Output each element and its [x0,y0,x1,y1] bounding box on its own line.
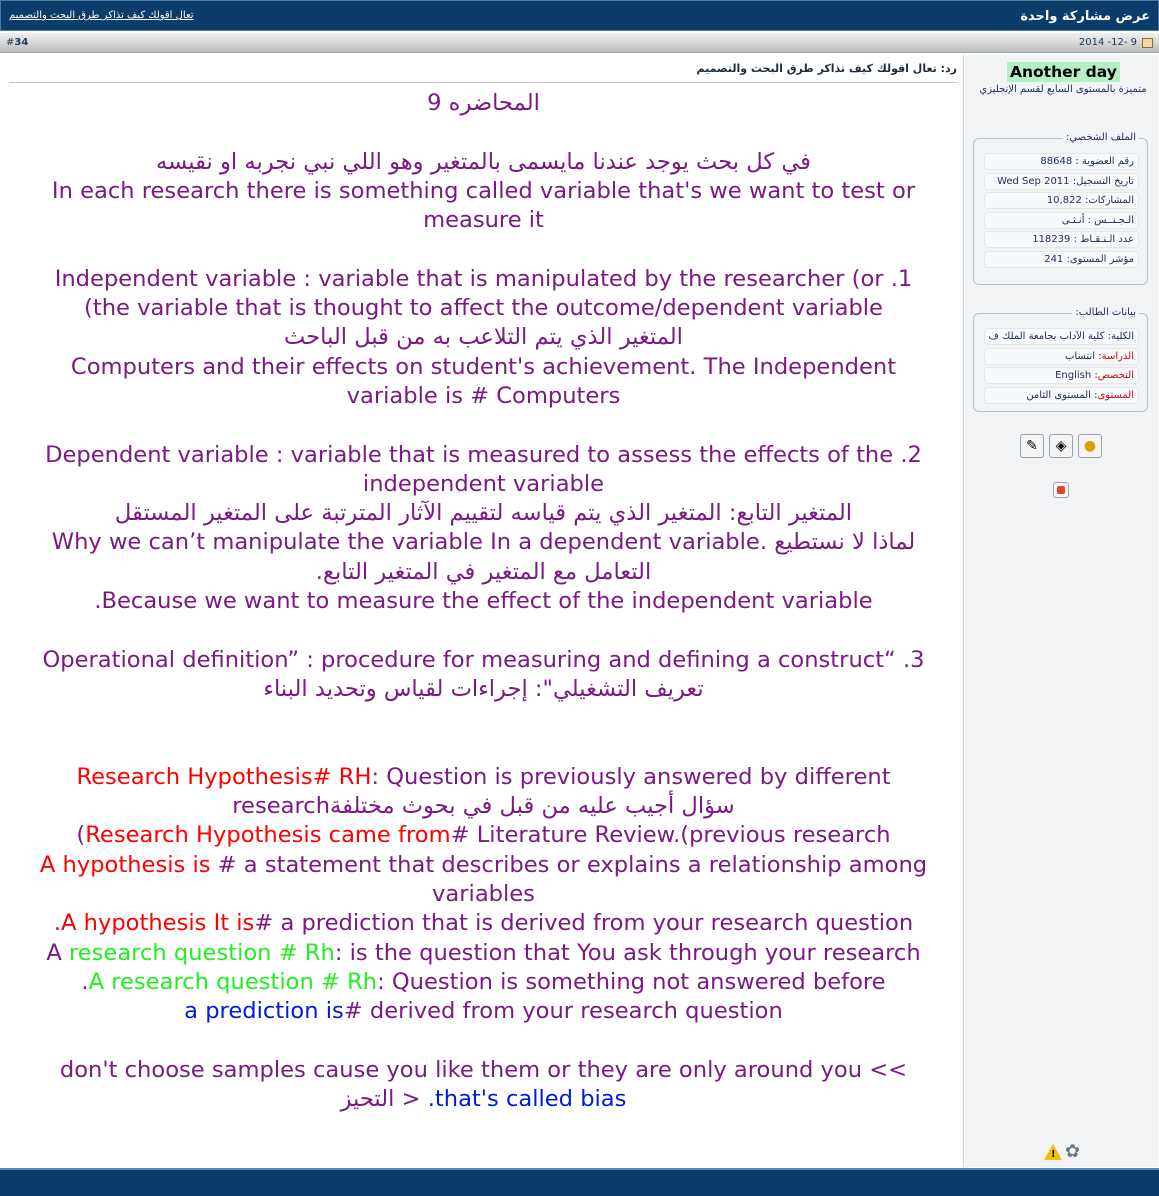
post-text-segment: # Literature Review.(previous research [450,822,891,849]
profile-row [984,251,1139,268]
post-text-segment: ( [76,822,86,849]
post-text-segment: A hypothesis It is [61,910,255,937]
post-line [9,909,958,938]
row-label: المستوى [1097,389,1134,401]
row-value: أنـثـى [1061,214,1085,226]
post-line [9,704,958,733]
profile-row [984,153,1139,170]
post-text-segment: : Question is previously answered by different [371,763,891,790]
warning-mark: ! [1051,1149,1056,1160]
post-icon [1142,38,1153,48]
user-sidebar [965,55,1158,1167]
post-line [9,646,958,675]
row-label: الدراسة [1101,350,1134,362]
post-divider [9,82,957,83]
post-text-segment: # a statement that describes or explains a relationship among [210,851,928,878]
row-value: English [1055,370,1092,381]
stop-badge-icon[interactable] [1053,482,1069,498]
post-line [9,235,958,264]
row-separator: : [1090,389,1098,401]
post-line [9,558,958,587]
post-line [9,587,958,616]
thread-link[interactable]: تعال اقولك كيف تذاكر طرق البحث والتصميم [9,10,194,21]
post-text-segment: .that's called bias [427,1086,627,1113]
post-line [9,851,958,880]
post-text-segment: A [46,939,69,966]
post-line [9,616,958,645]
profile-row [984,173,1139,190]
post-line [9,1085,958,1114]
post-text-segment: . [81,968,89,995]
header-bar [0,0,1159,31]
post-text-segment: Dependent variable : variable that is measured to assess the effects of the .2 [45,441,922,468]
post-number: 34 [14,37,29,48]
row-separator: : [1069,175,1077,187]
post-line [9,528,958,557]
post-text-segment: measure it [423,207,544,234]
post-line [9,821,958,850]
post-text-segment: تعريف التشغيلي": إجراءات لقياس وتحديد البناء [263,675,704,702]
post-line [9,177,958,206]
eraser-icon[interactable]: ◈ [1049,434,1073,458]
post-text-segment: variable is # Computers [346,382,621,409]
row-label: المشاركات [1088,195,1134,206]
profile-row [984,328,1139,345]
post-text-segment: المتغير التابع: المتغير الذي يتم قياسه لتقييم الآثار المترتبة على المتغير المستقل [114,500,853,527]
post-line [9,323,958,352]
student-legend: بيانات الطالب: [1072,307,1139,318]
post-line [9,382,958,411]
row-value: المستوى الثامن [1026,389,1091,401]
post-line [9,89,958,118]
post-content [3,55,964,1167]
row-label: عدد الـنـقـاط [1080,234,1134,245]
profile-row [984,192,1139,209]
post-meta-bar [0,33,1159,53]
row-separator: : [1070,234,1081,245]
post-text-segment: variables [432,881,535,908]
profile-row [984,231,1139,248]
post-line [9,353,958,382]
profile-legend: الملف الشخصي: [1063,132,1139,143]
post-text-segment: don't choose samples cause you like them or they are only around you << [59,1056,908,1083]
post-text-segment: التحيز > [340,1086,428,1113]
row-separator: : [1095,350,1102,362]
username[interactable]: Another day [1007,62,1120,82]
post-text-segment: .Because we want to measure the effect of the independent variable [94,588,873,615]
post-line [9,294,958,323]
post-line [9,968,958,997]
post-text-segment: researchسؤال أجيب عليه من قبل في بحوث مختلفة [232,793,735,820]
student-fieldset [973,307,1148,412]
post-number-link[interactable] [6,37,28,48]
post-line [9,792,958,821]
post-line [9,1056,958,1085]
post-text-segment: Why we can’t manipulate the variable In a dependent variable. لماذا لا نستطيع [51,529,916,556]
post-text-segment: A research question # Rh [88,968,378,995]
row-value: انتساب [1065,350,1096,362]
profile-row [984,387,1139,404]
post-line [9,1027,958,1056]
row-separator: : [1091,370,1098,381]
post-line [9,118,958,147]
post-line [9,675,958,704]
footer-bar [0,1168,1159,1196]
post-text-segment: independent variable [362,470,605,497]
post-line [9,441,958,470]
post-text-segment: المحاضره 9 [427,90,540,116]
post-text-segment: في كل بحث يوجد عندنا مايسمى بالمتغير وهو اللي نبي نجربه او نقيسه [156,148,811,175]
post-text-segment: . [53,910,61,937]
post-title: رد: تعال اقولك كيف تذاكر طرق البحث والتصميم [696,62,957,75]
post-line [9,734,958,763]
post-line [9,499,958,528]
post-line [9,148,958,177]
post-text-segment: # a prediction that is derived from your research question [254,910,914,937]
page-title: عرض مشاركة واحدة [1020,9,1150,24]
row-separator: : [1104,331,1111,342]
post-line [9,763,958,792]
post-text-segment: A hypothesis is [39,851,211,878]
row-separator: : [1072,156,1082,167]
post-date: 2014 -12- 9 [1078,37,1137,48]
row-value: 88648 [1040,156,1073,167]
post-text-segment: : is the question that You ask through your research [334,939,921,966]
post-text-segment: المتغير الذي يتم التلاعب به من قبل الباحث [284,324,683,351]
user-title: متميزة بالمستوى السابع لقسم الإنجليزي [979,84,1147,95]
profile-fieldset [973,132,1148,285]
post-text-segment: التعامل مع المتغير في المتغير التابع. [315,558,652,585]
post-number-prefix: # [6,37,15,48]
post-text-segment: In each research there is something called variable that's we want to test or [51,177,916,204]
row-separator: : [1084,214,1095,226]
row-separator: : [1081,195,1089,206]
post-line [9,470,958,499]
post-line [9,997,958,1026]
row-label: الـجـنــس [1094,214,1134,226]
row-value: Wed Sep 2011 [997,175,1070,187]
post-text-segment: (the variable that is thought to affect the outcome/dependent variable [84,295,883,322]
post-line [9,880,958,909]
post-body [9,89,958,1114]
row-label: رقم العضوية [1081,156,1134,167]
row-value: 10,822 [1046,195,1082,206]
post-text-segment: Research Hypothesis# RH [76,763,372,790]
post-text-segment: # derived from your research question [343,998,783,1025]
post-line [9,265,958,294]
row-label: الكلية [1110,331,1134,342]
row-value: 241 [1044,253,1064,265]
profile-row [984,367,1139,384]
post-text-segment: : Question is something not answered before [377,968,886,995]
row-value: 118239 [1032,234,1071,245]
row-value: كلية الآداب بجامعة الملك ف [988,331,1105,342]
pencil-icon[interactable]: ✎ [1020,434,1044,458]
post-line [9,206,958,235]
post-line [9,411,958,440]
row-label: تاريخ التسجيل [1076,175,1134,187]
post-text-segment: Research Hypothesis came from [85,822,451,849]
post-text-segment: Operational definition” : procedure for measuring and defining a construct“ .3 [42,646,925,673]
row-label: التخصص [1097,370,1134,381]
profile-row [984,212,1139,229]
row-label: مؤشر المستوى [1069,253,1134,265]
post-text-segment: research question # Rh [68,939,335,966]
post-text-segment: Independent variable : variable that is manipulated by the researcher (or .1 [54,265,913,292]
flower-icon[interactable]: ✿ [1065,1141,1081,1162]
post-line [9,939,958,968]
row-separator: : [1063,253,1070,265]
badges [1020,434,1105,460]
post-text-segment: Computers and their effects on student's achievement. The Independent [70,353,897,380]
profile-row [984,348,1139,365]
medal-icon[interactable]: ● [1078,434,1102,458]
post-text-segment: a prediction is [184,998,344,1025]
